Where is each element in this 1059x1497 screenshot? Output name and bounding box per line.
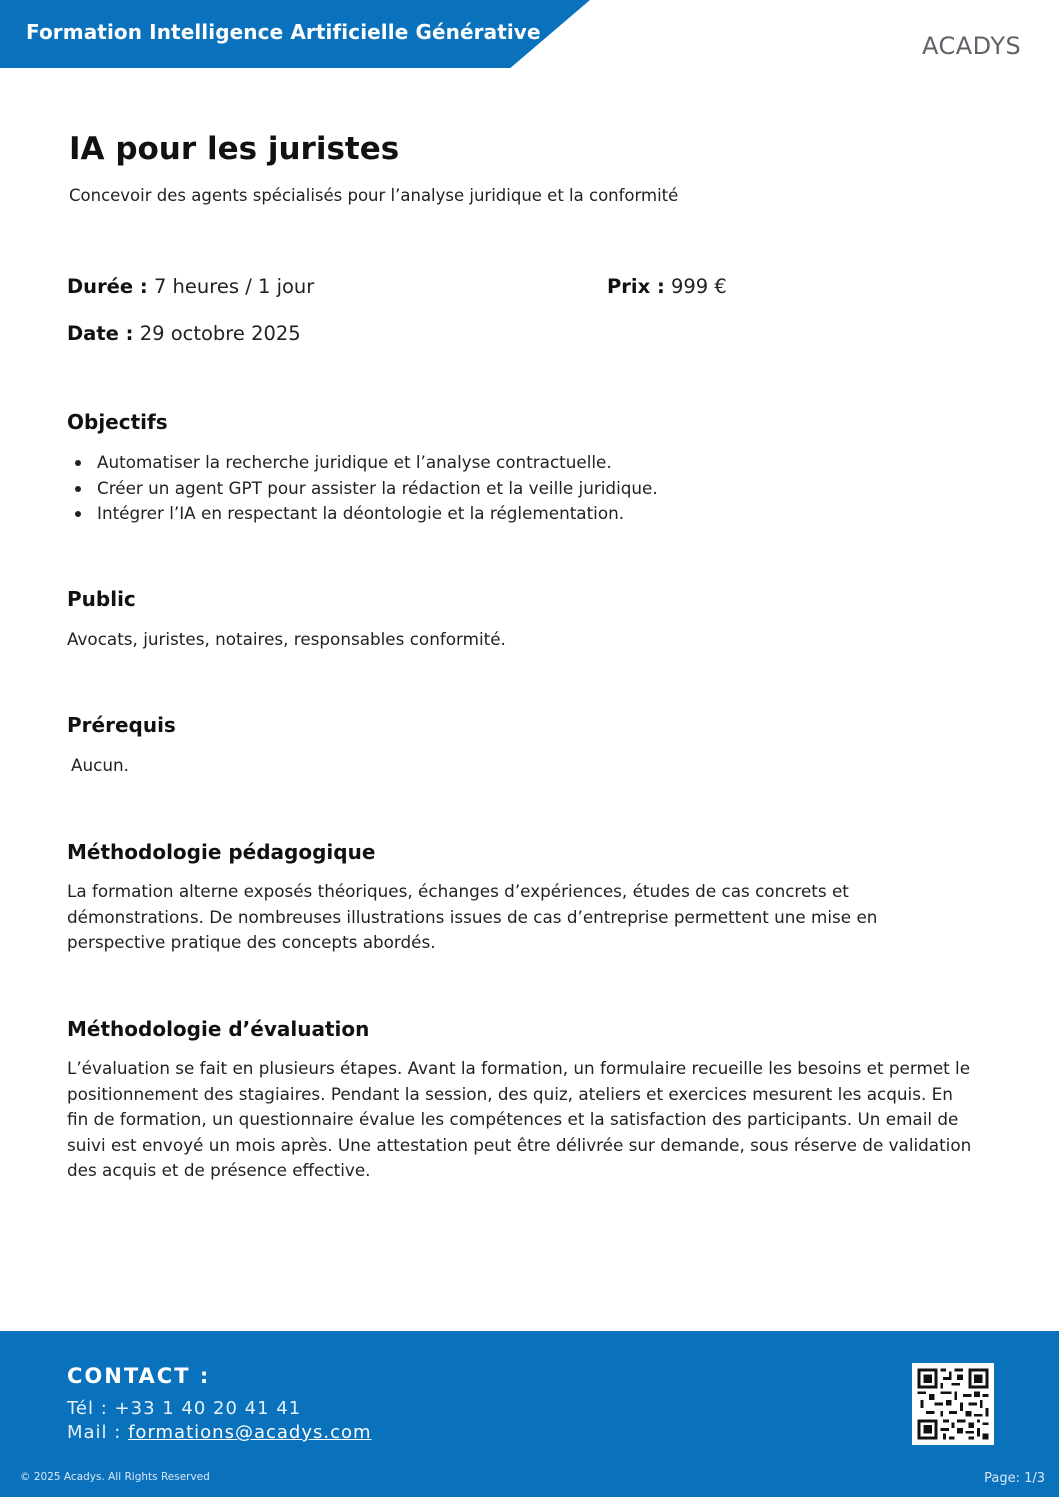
mail-line	[67, 1422, 372, 1443]
phone-line	[67, 1398, 301, 1419]
duration-label: Durée :	[67, 275, 148, 298]
mail-label: Mail :	[67, 1422, 122, 1443]
public-heading: Public	[67, 587, 136, 611]
public-text: Avocats, juristes, notaires, responsables conformité.	[67, 629, 506, 649]
methodo-peda-text: La formation alterne exposés théoriques, échanges d’expériences, études de cas concrets et démonstrations. De nombreuses illustrations issues de cas d’entreprise permettent une mise en perspective pratique des concepts abordés.	[67, 881, 878, 952]
date-label: Date :	[67, 322, 134, 345]
logo-wordmark-icon	[922, 30, 1034, 60]
methodo-peda-heading: Méthodologie pédagogique	[67, 840, 376, 864]
mail-link[interactable]: formations@acadys.com	[128, 1422, 372, 1443]
phone-label: Tél :	[67, 1398, 108, 1419]
acadys-logo	[922, 30, 1034, 60]
svg-text:ACADYS: ACADYS	[922, 32, 1022, 60]
duration-row	[67, 275, 314, 298]
page-number: Page: 1/3	[984, 1471, 1045, 1486]
prerequis-heading: Prérequis	[67, 713, 176, 737]
footer	[0, 1331, 1059, 1497]
page-title: IA pour les juristes	[69, 131, 400, 167]
qr-code-icon[interactable]	[912, 1363, 994, 1445]
price-label: Prix :	[607, 275, 665, 298]
contact-title: CONTACT :	[67, 1364, 211, 1388]
date-value: 29 octobre 2025	[139, 322, 301, 345]
list-item: Automatiser la recherche juridique et l’analyse contractuelle.	[67, 450, 658, 476]
prerequis-text: Aucun.	[71, 755, 129, 775]
page-subtitle: Concevoir des agents spécialisés pour l’analyse juridique et la conformité	[69, 186, 679, 205]
price-value: 999 €	[670, 275, 727, 298]
phone-value: +33 1 40 20 41 41	[114, 1398, 302, 1419]
methodo-eval-text: L’évaluation se fait en plusieurs étapes. Avant la formation, un formulaire recueille les besoins et permet le positionnement des stagiaires. Pendant la session, des quiz, ateliers et exercices mesurent les acquis. En fin de formation, un questionnaire évalue les compétences et la satisfaction des participants. Un email de suivi est envoyé un mois après. Une attestation peut être délivrée sur demande, sous réserve de validation des acquis et de présence effective.	[67, 1058, 972, 1180]
list-item: Intégrer l’IA en respectant la déontologie et la réglementation.	[67, 501, 658, 527]
methodo-eval-heading: Méthodologie d’évaluation	[67, 1017, 370, 1041]
copyright: © 2025 Acadys. All Rights Reserved	[20, 1471, 210, 1483]
list-item: Créer un agent GPT pour assister la rédaction et la veille juridique.	[67, 476, 658, 502]
banner-title: Formation Intelligence Artificielle Générative	[26, 20, 541, 44]
objectifs-list	[67, 450, 658, 527]
date-row	[67, 322, 301, 345]
duration-value: 7 heures / 1 jour	[153, 275, 315, 298]
objectifs-heading: Objectifs	[67, 410, 168, 434]
price-row	[607, 275, 727, 298]
